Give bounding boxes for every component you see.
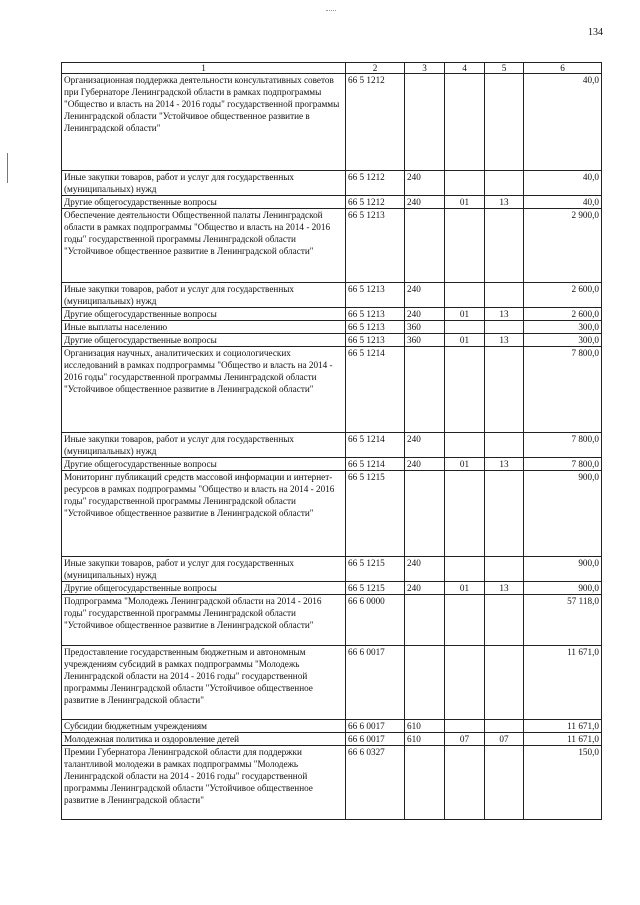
expense-type-code: 610	[405, 720, 445, 733]
target-article-code: 66 5 1215	[346, 471, 405, 557]
section-code: 01	[445, 196, 485, 209]
amount: 57 118,0	[524, 595, 602, 646]
row-name: Иные закупки товаров, работ и услуг для государственных (муниципальных) нужд	[62, 433, 346, 458]
table-row	[62, 334, 602, 347]
table-row	[62, 74, 602, 171]
table-header-row	[62, 63, 602, 74]
target-article-code: 66 5 1213	[346, 321, 405, 334]
row-name: Другие общегосударственные вопросы	[62, 196, 346, 209]
section-code	[445, 171, 485, 196]
target-article-code: 66 5 1212	[346, 74, 405, 171]
row-name: Другие общегосударственные вопросы	[62, 308, 346, 321]
amount: 11 671,0	[524, 646, 602, 720]
scan-artifact-top	[326, 10, 336, 15]
target-article-code: 66 5 1213	[346, 308, 405, 321]
section-code	[445, 646, 485, 720]
subsection-code	[485, 209, 524, 283]
section-code	[445, 746, 485, 820]
expense-type-code	[405, 746, 445, 820]
expense-type-code	[405, 471, 445, 557]
section-code	[445, 347, 485, 433]
section-code: 01	[445, 582, 485, 595]
row-name: Иные выплаты населению	[62, 321, 346, 334]
target-article-code: 66 6 0000	[346, 595, 405, 646]
expense-type-code: 240	[405, 433, 445, 458]
subsection-code: 13	[485, 334, 524, 347]
amount: 40,0	[524, 196, 602, 209]
subsection-code: 13	[485, 582, 524, 595]
table-row	[62, 746, 602, 820]
budget-table	[61, 62, 602, 820]
amount: 900,0	[524, 582, 602, 595]
expense-type-code: 360	[405, 334, 445, 347]
expense-type-code: 240	[405, 196, 445, 209]
table-row	[62, 283, 602, 308]
table-row	[62, 171, 602, 196]
target-article-code: 66 6 0327	[346, 746, 405, 820]
target-article-code: 66 5 1213	[346, 283, 405, 308]
target-article-code: 66 6 0017	[346, 720, 405, 733]
subsection-code	[485, 557, 524, 582]
expense-type-code: 240	[405, 308, 445, 321]
amount: 150,0	[524, 746, 602, 820]
amount: 2 600,0	[524, 283, 602, 308]
table-row	[62, 733, 602, 746]
section-code: 01	[445, 308, 485, 321]
subsection-code	[485, 283, 524, 308]
amount: 7 800,0	[524, 347, 602, 433]
amount: 7 800,0	[524, 433, 602, 458]
expense-type-code	[405, 646, 445, 720]
subsection-code	[485, 646, 524, 720]
expense-type-code	[405, 209, 445, 283]
row-name: Предоставление государственным бюджетным и автономным учреждениям субсидий в рамках подпрограммы "Молодежь Ленинградской области на 2014 - 2016 годы" государственной программы Ленинградской области "Устойчивое общественное развитие в Ленинградской области"	[62, 646, 346, 720]
table-row	[62, 595, 602, 646]
table-row	[62, 557, 602, 582]
amount: 300,0	[524, 334, 602, 347]
row-name: Мониторинг публикаций средств массовой информации и интернет-ресурсов в рамках подпрограммы "Общество и власть на 2014 - 2016 годы" государственной программы Ленинградской области "Устойчивое общественное развитие в Ленинградской области"	[62, 471, 346, 557]
subsection-code	[485, 720, 524, 733]
target-article-code: 66 6 0017	[346, 733, 405, 746]
amount: 900,0	[524, 557, 602, 582]
subsection-code	[485, 74, 524, 171]
section-code: 07	[445, 733, 485, 746]
expense-type-code: 240	[405, 283, 445, 308]
row-name: Другие общегосударственные вопросы	[62, 458, 346, 471]
amount: 11 671,0	[524, 733, 602, 746]
expense-type-code: 610	[405, 733, 445, 746]
section-code	[445, 321, 485, 334]
row-name: Молодежная политика и оздоровление детей	[62, 733, 346, 746]
row-name: Другие общегосударственные вопросы	[62, 582, 346, 595]
row-name: Подпрограмма "Молодежь Ленинградской области на 2014 - 2016 годы" государственной программы Ленинградской области "Устойчивое общественное развитие в Ленинградской области"	[62, 595, 346, 646]
section-code	[445, 283, 485, 308]
section-code	[445, 209, 485, 283]
column-header: 4	[445, 63, 485, 74]
expense-type-code: 240	[405, 582, 445, 595]
column-header: 2	[346, 63, 405, 74]
table-row	[62, 646, 602, 720]
row-name: Обеспечение деятельности Общественной палаты Ленинградской области в рамках подпрограммы "Общество и власть на 2014 - 2016 годы" государственной программы Ленинградской области "Устойчивое общественное развитие в Ленинградской области"	[62, 209, 346, 283]
amount: 900,0	[524, 471, 602, 557]
row-name: Иные закупки товаров, работ и услуг для государственных (муниципальных) нужд	[62, 283, 346, 308]
target-article-code: 66 5 1213	[346, 209, 405, 283]
target-article-code: 66 5 1213	[346, 334, 405, 347]
row-name: Организация научных, аналитических и социологических исследований в рамках подпрограммы "Общество и власть на 2014 - 2016 годы" государственной программы Ленинградской области "Устойчивое общественное развитие в Ленинградской области"	[62, 347, 346, 433]
column-header: 3	[405, 63, 445, 74]
column-header: 5	[485, 63, 524, 74]
target-article-code: 66 5 1215	[346, 582, 405, 595]
table-row	[62, 321, 602, 334]
row-name: Иные закупки товаров, работ и услуг для государственных (муниципальных) нужд	[62, 171, 346, 196]
subsection-code	[485, 746, 524, 820]
amount: 40,0	[524, 171, 602, 196]
target-article-code: 66 5 1212	[346, 196, 405, 209]
subsection-code	[485, 471, 524, 557]
subsection-code	[485, 595, 524, 646]
table-row	[62, 433, 602, 458]
amount: 7 800,0	[524, 458, 602, 471]
section-code	[445, 471, 485, 557]
amount: 11 671,0	[524, 720, 602, 733]
scan-artifact-margin	[7, 153, 8, 183]
table-row	[62, 720, 602, 733]
subsection-code	[485, 171, 524, 196]
column-header: 6	[524, 63, 602, 74]
row-name: Субсидии бюджетным учреждениям	[62, 720, 346, 733]
row-name: Организационная поддержка деятельности консультативных советов при Губернаторе Ленинградской области в рамках подпрограммы "Общество и власть на 2014 - 2016 годы" государственной программы Ленинградской области "Устойчивое общественное развитие в Ленинградской области"	[62, 74, 346, 171]
target-article-code: 66 5 1214	[346, 347, 405, 433]
expense-type-code	[405, 347, 445, 433]
section-code	[445, 595, 485, 646]
target-article-code: 66 6 0017	[346, 646, 405, 720]
expense-type-code: 240	[405, 171, 445, 196]
row-name: Другие общегосударственные вопросы	[62, 334, 346, 347]
expense-type-code: 240	[405, 458, 445, 471]
section-code: 01	[445, 334, 485, 347]
subsection-code: 13	[485, 308, 524, 321]
table-row	[62, 458, 602, 471]
table-row	[62, 471, 602, 557]
table-row	[62, 582, 602, 595]
expense-type-code: 240	[405, 557, 445, 582]
amount: 40,0	[524, 74, 602, 171]
amount: 2 600,0	[524, 308, 602, 321]
section-code	[445, 433, 485, 458]
section-code	[445, 74, 485, 171]
row-name: Премии Губернатора Ленинградской области для поддержки талантливой молодежи в рамках подпрограммы "Молодежь Ленинградской области на 2014 - 2016 годы" государственной программы Ленинградской области "Устойчивое общественное развитие в Ленинградской области"	[62, 746, 346, 820]
target-article-code: 66 5 1212	[346, 171, 405, 196]
table-row	[62, 196, 602, 209]
target-article-code: 66 5 1214	[346, 433, 405, 458]
target-article-code: 66 5 1214	[346, 458, 405, 471]
amount: 2 900,0	[524, 209, 602, 283]
subsection-code: 07	[485, 733, 524, 746]
subsection-code: 13	[485, 196, 524, 209]
page-number: 134	[588, 27, 603, 38]
subsection-code	[485, 433, 524, 458]
expense-type-code: 360	[405, 321, 445, 334]
subsection-code: 13	[485, 458, 524, 471]
column-header: 1	[62, 63, 346, 74]
expense-type-code	[405, 74, 445, 171]
section-code	[445, 720, 485, 733]
subsection-code	[485, 321, 524, 334]
table-row	[62, 347, 602, 433]
section-code	[445, 557, 485, 582]
subsection-code	[485, 347, 524, 433]
row-name: Иные закупки товаров, работ и услуг для государственных (муниципальных) нужд	[62, 557, 346, 582]
expense-type-code	[405, 595, 445, 646]
target-article-code: 66 5 1215	[346, 557, 405, 582]
section-code: 01	[445, 458, 485, 471]
amount: 300,0	[524, 321, 602, 334]
table-row	[62, 209, 602, 283]
table-row	[62, 308, 602, 321]
